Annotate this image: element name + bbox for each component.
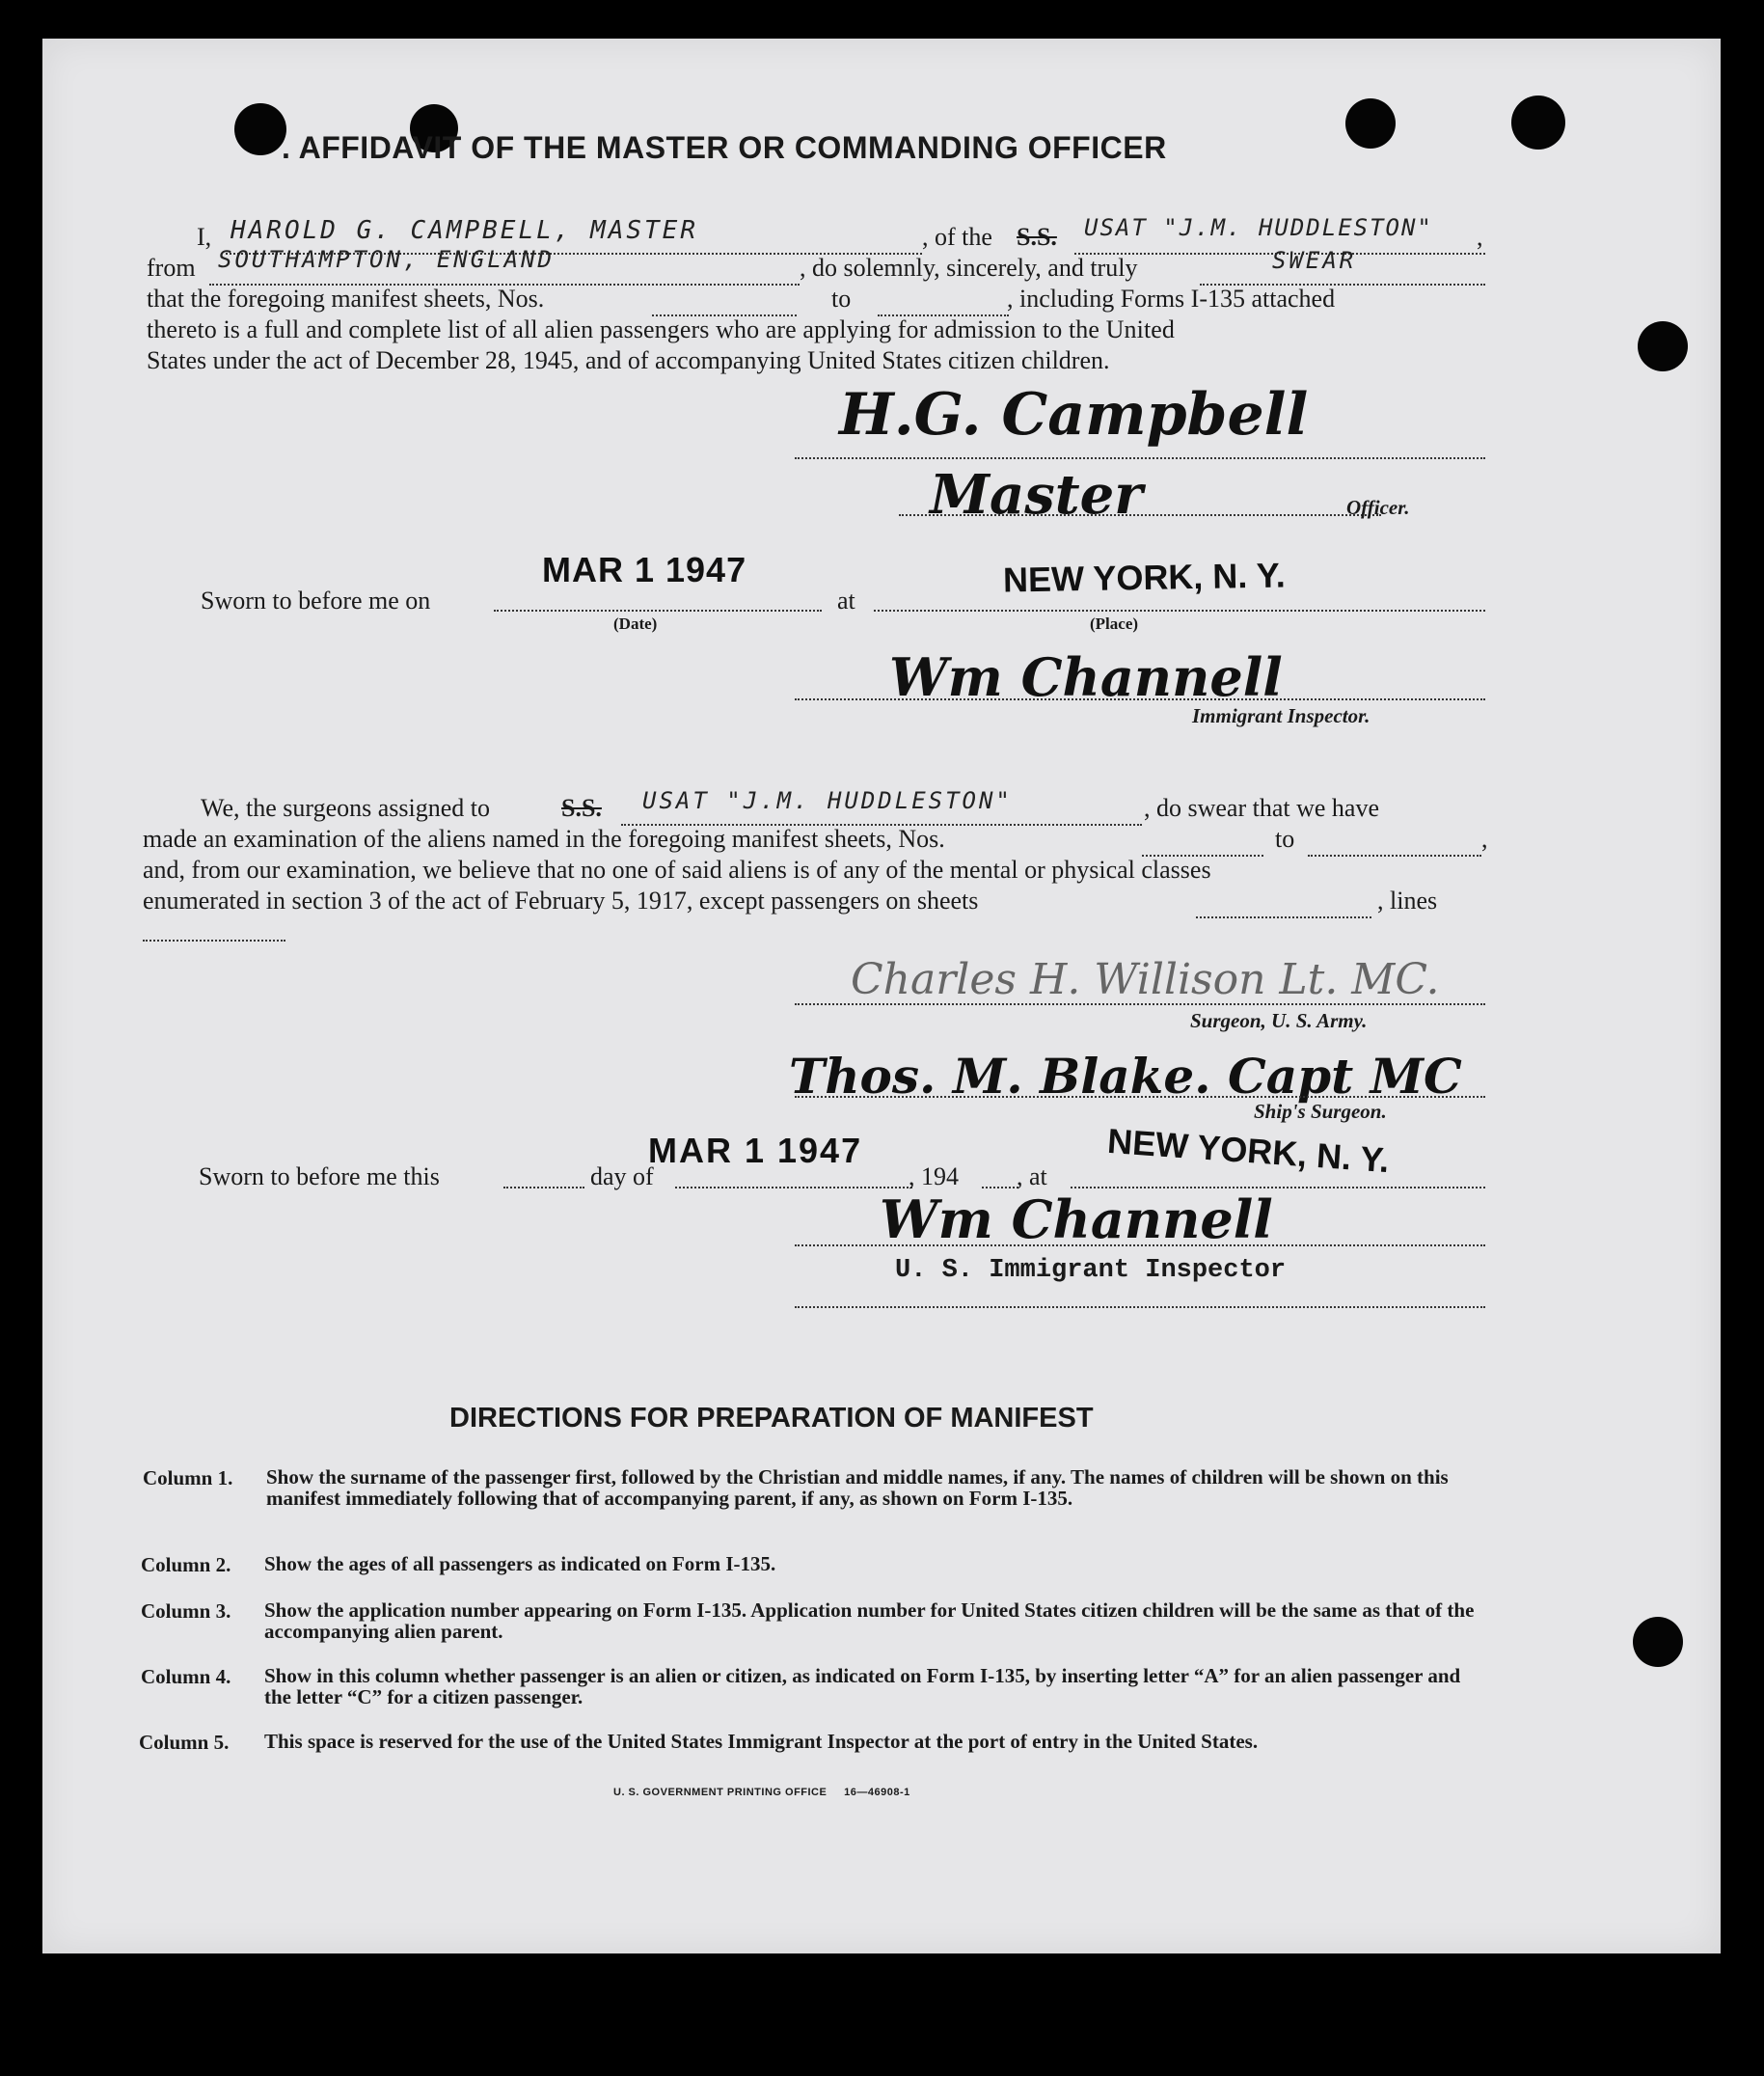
to-word: to bbox=[831, 285, 852, 313]
i-prefix: I, bbox=[197, 223, 212, 251]
master-signature-title: Master bbox=[930, 463, 1143, 527]
column-3-label: Column 3. bbox=[141, 1599, 231, 1623]
inspector-signature-2: Wm Channell bbox=[880, 1188, 1273, 1250]
surgeons-line-2: made an examination of the aliens named in the foregoing manifest sheets, Nos. bbox=[143, 825, 945, 853]
vessel-name-field: USAT "J.M. HUDDLESTON" bbox=[1084, 214, 1433, 241]
column-2-label: Column 2. bbox=[141, 1553, 231, 1576]
surgeons-line-4-end: , lines bbox=[1377, 887, 1438, 915]
surgeons-line-3: and, from our examination, we believe that no one of said aliens is of any of the mental or physical classes bbox=[143, 856, 1211, 884]
at-word: at bbox=[837, 587, 855, 615]
surgeons-line-1: We, the surgeons assigned to bbox=[201, 794, 490, 822]
surgeons-line-2-end: , bbox=[1481, 825, 1488, 853]
date-stamp-2: MAR 1 1947 bbox=[648, 1131, 863, 1170]
affidavit-line-5: States under the act of December 28, 1945, and of accompanying United States citizen children. bbox=[147, 346, 1110, 374]
punch-hole bbox=[234, 103, 286, 155]
inspector-label: Immigrant Inspector. bbox=[1192, 704, 1370, 727]
surgeons-line-1-end: , do swear that we have bbox=[1144, 794, 1380, 822]
surgeons-to-word: to bbox=[1275, 825, 1295, 853]
surgeons-vessel-field: USAT "J.M. HUDDLESTON" bbox=[642, 787, 1013, 814]
trail-comma: , bbox=[1477, 223, 1483, 251]
ship-surgeon-label: Ship's Surgeon. bbox=[1254, 1100, 1387, 1123]
directions-title: DIRECTIONS FOR PREPARATION OF MANIFEST bbox=[449, 1403, 1094, 1434]
inspector-typed-title: U. S. Immigrant Inspector bbox=[895, 1256, 1287, 1285]
column-5-label: Column 5. bbox=[139, 1731, 230, 1754]
affidavit-title: . AFFIDAVIT OF THE MASTER OR COMMANDING OFFICER bbox=[282, 130, 1167, 165]
ship-surgeon-signature: Thos. M. Blake. Capt MC bbox=[789, 1048, 1462, 1105]
surgeons-line-4: enumerated in section 3 of the act of February 5, 1917, except passengers on sheets bbox=[143, 887, 979, 915]
ss-struck-text: S.S. bbox=[1017, 223, 1057, 251]
column-4-text: Show in this column whether passenger is an alien or citizen, as indicated on Form I-135, by inserting letter “A” for an alien passenger and the letter “C” for a citizen passenger. bbox=[264, 1664, 1461, 1708]
from-place-field: SOUTHAMPTON, ENGLAND bbox=[218, 246, 555, 273]
document-page bbox=[42, 39, 1721, 1953]
sworn-on-label: Sworn to before me on bbox=[201, 587, 431, 615]
army-surgeon-label: Surgeon, U. S. Army. bbox=[1190, 1009, 1368, 1032]
at-label-2: , at bbox=[1017, 1162, 1047, 1190]
officer-label: Officer. bbox=[1346, 496, 1410, 519]
date-stamp: MAR 1 1947 bbox=[542, 550, 747, 589]
column-4-label: Column 4. bbox=[141, 1665, 231, 1688]
of-the-text: , of the bbox=[922, 223, 992, 251]
column-2-text: Show the ages of all passengers as indicated on Form I-135. bbox=[264, 1552, 776, 1575]
inspector-signature: Wm Channell bbox=[889, 646, 1283, 708]
column-1-text: Show the surname of the passenger first, followed by the Christian and middle names, if any. The names of children will be shown on this manifest immediately following that of accompanying parent, if any, as shown on Form I-135. bbox=[266, 1465, 1449, 1510]
date-caption: (Date) bbox=[613, 615, 658, 633]
place-stamp-2: NEW YORK, N. Y. bbox=[1105, 1120, 1391, 1181]
master-name-field: HAROLD G. CAMPBELL, MASTER bbox=[231, 216, 698, 245]
punch-hole bbox=[1638, 321, 1688, 371]
solemnly-text: , do solemnly, sincerely, and truly bbox=[800, 254, 1138, 282]
column-3-text: Show the application number appearing on Form I-135. Application number for United States citizen children will be the same as that of the accompanying alien parent. bbox=[264, 1598, 1475, 1643]
punch-hole bbox=[1511, 96, 1565, 150]
printer-imprint: U. S. GOVERNMENT PRINTING OFFICE 16—46908-1 bbox=[613, 1787, 910, 1798]
place-stamp: NEW YORK, N. Y. bbox=[1002, 555, 1287, 600]
column-1-label: Column 1. bbox=[143, 1466, 233, 1489]
day-of-label: day of bbox=[590, 1162, 654, 1190]
manifest-sheets-text: that the foregoing manifest sheets, Nos. bbox=[147, 285, 545, 313]
from-label: from bbox=[147, 254, 196, 282]
column-5-text: This space is reserved for the use of the United States Immigrant Inspector at the port of entry in the United States. bbox=[264, 1730, 1259, 1753]
army-surgeon-signature: Charles H. Willison Lt. MC. bbox=[851, 955, 1440, 1004]
punch-hole bbox=[1633, 1617, 1683, 1667]
surgeons-ss-struck: S.S. bbox=[561, 794, 602, 822]
oath-word-field: SWEAR bbox=[1272, 247, 1357, 274]
place-caption: (Place) bbox=[1090, 615, 1139, 633]
master-signature: H.G. Campbell bbox=[839, 381, 1309, 449]
year-label: , 194 bbox=[909, 1162, 959, 1190]
affidavit-line-4: thereto is a full and complete list of all alien passengers who are applying for admission to the United bbox=[147, 315, 1176, 343]
sworn-this-label: Sworn to before me this bbox=[199, 1162, 440, 1190]
forms-attached-text: , including Forms I-135 attached bbox=[1007, 285, 1336, 313]
punch-hole bbox=[1345, 98, 1396, 149]
